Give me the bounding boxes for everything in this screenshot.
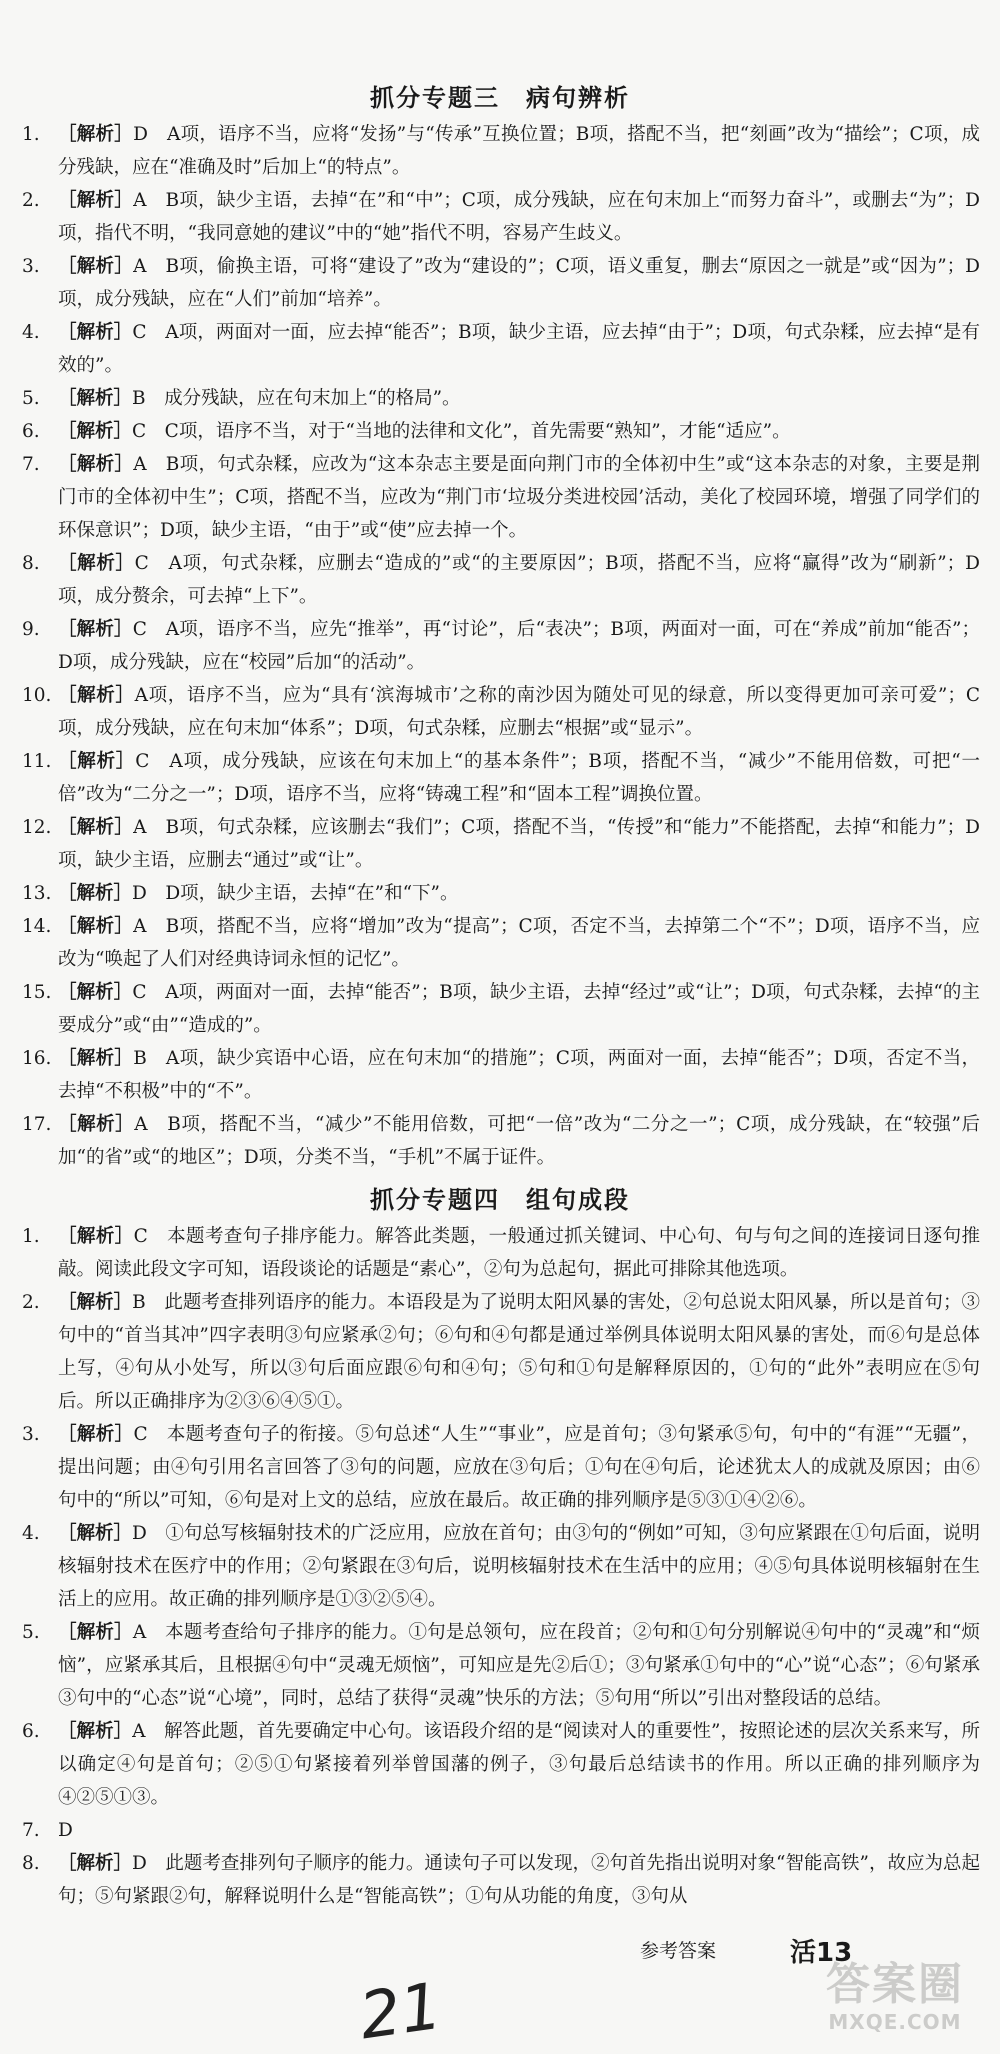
item-text: A B项，缺少主语，去掉“在”和“中”；C项，成分残缺，应在句末加上“而努力奋斗”，或删去“为”；D项，指代不明，“我同意她的建议”中的“她”指代不明，容易产生歧义。 xyxy=(58,190,980,244)
item-text: B 此题考查排列语序的能力。本语段是为了说明太阳风暴的害处，②句总说太阳风暴，所以是首句；③句中的“首当其冲”四字表明③句应紧承②句；⑥句和④句都是通过举例具体说明太阳风暴的害处，而⑥句是总体上写，④句从小处写，所以③句后面应跟⑥句和④句；⑤句和①句是解释原因的，①句的“此外”表明应在⑤句后。所以正确排序为②③⑥④⑤①。 xyxy=(58,1292,980,1412)
answer-item xyxy=(22,316,980,382)
analysis-tag: ［解析］ xyxy=(58,1048,134,1069)
item-number: 10. xyxy=(22,685,52,706)
analysis-tag: ［解析］ xyxy=(58,190,134,211)
answer-item xyxy=(22,1286,980,1418)
item-number: 1. xyxy=(22,1226,40,1247)
item-number: 5. xyxy=(22,388,40,409)
item-text: B A项，缺少宾语中心语，应在句末加“的措施”；C项，两面对一面，去掉“能否”；D项，否定不当，去掉“不积极”中的“不”。 xyxy=(58,1048,980,1102)
item-text: A 本题考查给句子排序的能力。①句是总领句，应在段首；②句和①句分别解说④句中的“灵魂”和“烦恼”，应紧承其后，且根据④句中“灵魂无烦恼”，可知应是先②后①；③句紧承①句中的“心”说“心态”；⑥句紧承③句中的“心态”说“心境”，同时，总结了获得“灵魂”快乐的方法；⑤句用“所以”引出对整段话的总结。 xyxy=(58,1622,980,1709)
item-number: 15. xyxy=(22,982,52,1003)
item-number: 8. xyxy=(22,1853,40,1874)
analysis-tag: ［解析］ xyxy=(58,454,134,475)
item-text: D xyxy=(58,1820,73,1841)
analysis-tag: ［解析］ xyxy=(58,883,133,904)
watermark-text: 答案圈 xyxy=(826,1959,964,2010)
analysis-tag: ［解析］ xyxy=(58,1226,134,1247)
section-4-list xyxy=(0,1220,1000,1913)
badge-number: 13 xyxy=(816,1938,853,1968)
item-text: C A项，成分残缺，应该在句末加上“的基本条件”；B项，搭配不当，“减少”不能用倍数，可把“一倍”改为“二分之一”；D项，语序不当，应将“铸魂工程”和“固本工程”调换位置。 xyxy=(58,751,980,805)
item-number: 14. xyxy=(22,916,52,937)
item-text: D 此题考查排列句子顺序的能力。通读句子可以发现，②句首先指出说明对象“智能高铁”，故应为总起句；⑤句紧跟②句，解释说明什么是“智能高铁”；①句从功能的角度，③句从 xyxy=(58,1853,980,1907)
item-number: 16. xyxy=(22,1048,52,1069)
analysis-tag: ［解析］ xyxy=(58,256,134,277)
answer-item xyxy=(22,1814,980,1847)
item-text: D A项，语序不当，应将“发扬”与“传承”互换位置；B项，搭配不当，把“刻画”改为“描绘”；C项，成分残缺，应在“准确及时”后加上“的特点”。 xyxy=(58,124,980,178)
item-text: A B项，搭配不当，“减少”不能用倍数，可把“一倍”改为“二分之一”；C项，成分残缺，在“较强”后加“的省”或“的地区”；D项，分类不当，“手机”不属于证件。 xyxy=(58,1114,980,1168)
item-text: C A项，两面对一面，去掉“能否”；B项，缺少主语，去掉“经过”或“让”；D项，句式杂糅，去掉“的主要成分”或“由”“造成的”。 xyxy=(58,982,980,1036)
analysis-tag: ［解析］ xyxy=(58,1721,133,1742)
analysis-tag: ［解析］ xyxy=(58,1853,133,1874)
item-number: 3. xyxy=(22,256,40,277)
answer-label: 参考答案 xyxy=(640,1940,717,1962)
item-number: 9. xyxy=(22,619,40,640)
answer-item xyxy=(22,877,980,910)
answer-item xyxy=(22,679,980,745)
answer-item xyxy=(22,745,980,811)
item-text: C A项，两面对一面，应去掉“能否”；B项，缺少主语，应去掉“由于”；D项，句式杂糅，应去掉“是有效的”。 xyxy=(58,322,980,376)
section-3-list xyxy=(0,118,1000,1174)
item-text: C A项，句式杂糅，应删去“造成的”或“的主要原因”；B项，搭配不当，应将“赢得”改为“刷新”；D项，成分赘余，可去掉“上下”。 xyxy=(58,553,980,607)
answer-item xyxy=(22,1517,980,1616)
item-text: A B项，偷换主语，可将“建设了”改为“建设的”；C项，语义重复，删去“原因之一就是”或“因为”；D项，成分残缺，应在“人们”前加“培养”。 xyxy=(58,256,980,310)
item-text: A项，语序不当，应为“具有‘滨海城市’之称的南沙因为随处可见的绿意，所以变得更加可亲可爱”；C项，成分残缺，应在句末加“体系”；D项，句式杂糅，应删去“根据”或“显示”。 xyxy=(58,685,980,739)
item-text: C A项，语序不当，应先“推举”，再“讨论”，后“表决”；B项，两面对一面，可在“养成”前加“能否”；D项，成分残缺，应在“校园”后加“的活动”。 xyxy=(58,619,980,673)
analysis-tag: ［解析］ xyxy=(58,124,134,145)
item-number: 12. xyxy=(22,817,52,838)
analysis-tag: ［解析］ xyxy=(58,1523,133,1544)
analysis-tag: ［解析］ xyxy=(58,322,133,343)
item-number: 5. xyxy=(22,1622,40,1643)
analysis-tag: ［解析］ xyxy=(58,1622,133,1643)
answer-item xyxy=(22,1108,980,1174)
answer-item xyxy=(22,448,980,547)
answer-item xyxy=(22,1220,980,1286)
answer-item xyxy=(22,910,980,976)
answer-item xyxy=(22,1715,980,1814)
answer-item xyxy=(22,382,980,415)
analysis-tag: ［解析］ xyxy=(58,619,133,640)
analysis-tag: ［解析］ xyxy=(58,1114,135,1135)
answer-item xyxy=(22,184,980,250)
watermark-url: MXQE.COM xyxy=(828,2010,962,2034)
item-text: B 成分残缺，应在句末加上“的格局”。 xyxy=(132,388,461,409)
analysis-tag: ［解析］ xyxy=(58,388,133,409)
analysis-tag: ［解析］ xyxy=(58,916,134,937)
item-number: 13. xyxy=(22,883,52,904)
item-text: A 解答此题，首先要确定中心句。该语段介绍的是“阅读对人的重要性”，按照论述的层次关系来写，所以确定④句是首句；②⑤①句紧接着列举曾国藩的例子，③句最后总结读书的作用。所以正确的排列顺序为④②⑤①③。 xyxy=(58,1721,980,1808)
item-text: C 本题考查句子排序能力。解答此类题，一般通过抓关键词、中心句、句与句之间的连接词日逐句推敲。阅读此段文字可知，语段谈论的话题是“素心”，②句为总起句，据此可排除其他选项。 xyxy=(58,1226,980,1280)
analysis-tag: ［解析］ xyxy=(58,982,133,1003)
item-text: D ①句总写核辐射技术的广泛应用，应放在首句；由③句的“例如”可知，③句应紧跟在①句后面，说明核辐射技术在医疗中的作用；②句紧跟在③句后，说明核辐射技术在生活中的应用；④⑤句具体说明核辐射在生活上的应用。故正确的排列顺序是①③②⑤④。 xyxy=(58,1523,980,1610)
answer-item xyxy=(22,613,980,679)
item-number: 1. xyxy=(22,124,40,145)
item-number: 6. xyxy=(22,1721,40,1742)
item-number: 3. xyxy=(22,1424,40,1445)
item-text: C 本题考查句子的衔接。⑤句总述“人生”“事业”，应是首句；③句紧承⑤句，句中的“有涯”“无疆”，提出问题；由④句引用名言回答了③句的问题，应放在③句后；①句在④句后，论述犹太人的成就及原因；由⑥句中的“所以”可知，⑥句是对上文的总结，应放在最后。故正确的排列顺序是⑤③①④②⑥。 xyxy=(58,1424,980,1511)
watermark-stamp xyxy=(800,1960,990,2040)
item-number: 7. xyxy=(22,1820,40,1841)
item-number: 8. xyxy=(22,553,40,574)
answer-item xyxy=(22,1042,980,1108)
answer-item xyxy=(22,415,980,448)
analysis-tag: ［解析］ xyxy=(58,1292,133,1313)
item-text: C C项，语序不当，对于“当地的法律和文化”，首先需要“熟知”，才能“适应”。 xyxy=(132,421,791,442)
answer-item xyxy=(22,976,980,1042)
answer-item xyxy=(22,547,980,613)
answer-item xyxy=(22,1847,980,1913)
badge-text: 活 xyxy=(790,1938,817,1968)
analysis-tag: ［解析］ xyxy=(58,553,135,574)
analysis-tag: ［解析］ xyxy=(58,421,133,442)
analysis-tag: ［解析］ xyxy=(58,817,134,838)
section-title-4: 抓分专题四 组句成段 xyxy=(370,1186,630,1214)
item-text: A B项，句式杂糅，应该删去“我们”；C项，搭配不当，“传授”和“能力”不能搭配，去掉“和能力”；D项，缺少主语，应删去“通过”或“让”。 xyxy=(58,817,980,871)
item-number: 4. xyxy=(22,1523,40,1544)
item-number: 2. xyxy=(22,1292,40,1313)
item-text: D D项，缺少主语，去掉“在”和“下”。 xyxy=(132,883,459,904)
item-number: 6. xyxy=(22,421,40,442)
item-text: A B项，搭配不当，应将“增加”改为“提高”；C项，否定不当，去掉第二个“不”；D项，语序不当，应改为“唤起了人们对经典诗词永恒的记忆”。 xyxy=(58,916,980,970)
answer-item xyxy=(22,1616,980,1715)
item-number: 4. xyxy=(22,322,40,343)
answer-item xyxy=(22,250,980,316)
analysis-tag: ［解析］ xyxy=(58,685,135,706)
answer-item xyxy=(22,811,980,877)
analysis-tag: ［解析］ xyxy=(58,751,136,772)
analysis-tag: ［解析］ xyxy=(58,1424,134,1445)
handwritten-number: 21 xyxy=(355,1969,447,2054)
item-number: 7. xyxy=(22,454,40,475)
item-text: A B项，句式杂糅，应改为“这本杂志主要是面向荆门市的全体初中生”或“这本杂志的对象，主要是荆门市的全体初中生”；C项，搭配不当，应改为“荆门市‘垃圾分类进校园’活动，美化了校园环境，增强了同学们的环保意识”；D项，缺少主语，“由于”或“使”应去掉一个。 xyxy=(58,454,980,541)
answer-item xyxy=(22,1418,980,1517)
answer-item xyxy=(22,118,980,184)
section-title-3: 抓分专题三 病句辨析 xyxy=(370,84,630,112)
item-number: 17. xyxy=(22,1114,52,1135)
item-number: 11. xyxy=(22,751,52,772)
item-number: 2. xyxy=(22,190,40,211)
